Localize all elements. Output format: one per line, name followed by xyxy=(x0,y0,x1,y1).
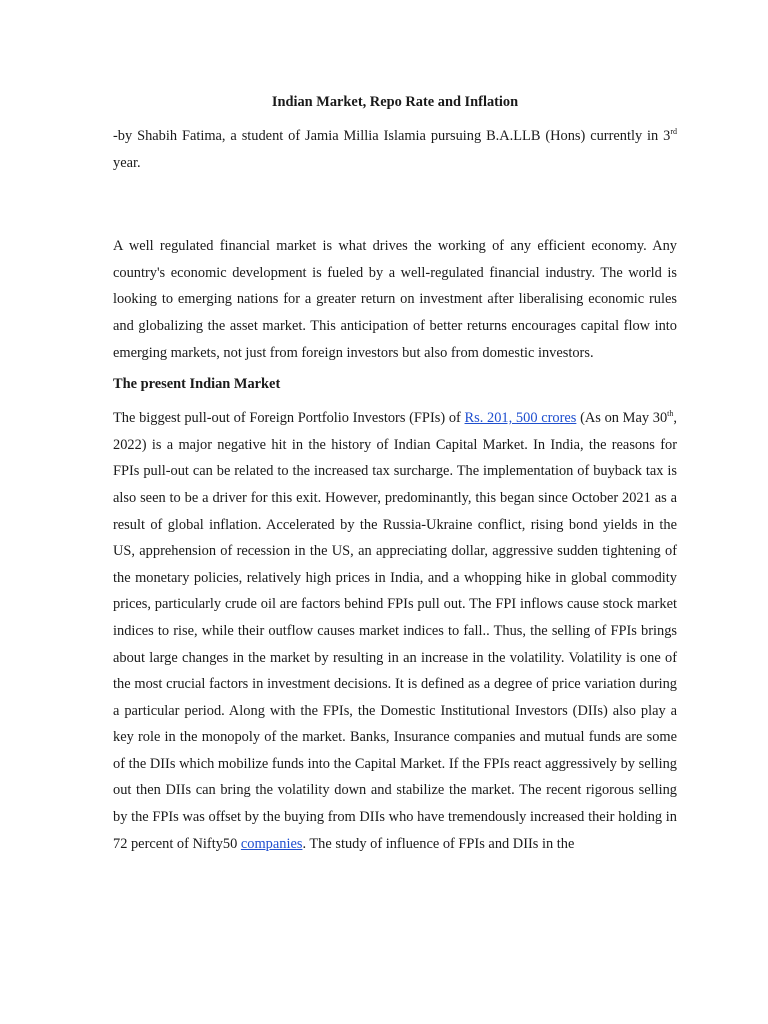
body-text-1: The biggest pull-out of Foreign Portfolio Investors (FPIs) of xyxy=(113,410,465,427)
byline-ordinal-suffix: rd xyxy=(670,127,677,136)
document-body xyxy=(113,92,677,857)
date-ordinal-suffix: th xyxy=(667,409,674,419)
section-heading: The present Indian Market xyxy=(113,376,281,393)
byline-text-end: year. xyxy=(113,154,141,171)
body-paragraph xyxy=(113,405,677,857)
companies-link[interactable]: companies xyxy=(240,835,303,852)
body-text-3: , 2022) is a major negative hit in the history of Indian Capital Market. In India, the reasons for FPIs pull-out can be related to the increased tax surcharge. The implementation of buyback tax is also seen to be a driver for this exit. However, predominantly, this began since October 2021 as a result of global inflation. Accelerated by the Russia-Ukraine conflict, rising bond yields in the US, apprehension of recession in the US, an appreciating dollar, aggressive sudden tightening of the monetary policies, relatively high prices in India, and a whopping hike in global commodity prices, particularly crude oil are factors behind FPIs pull out. The FPI inflows cause stock market indices to rise, while their outflow causes market indices to fall.. Thus, the selling of FPIs brings about large changes in the market by resulting in an increase in the volatility. Volatility is one of the most crucial factors in investment decisions. It is defined as a degree of price variation during a particular period. Along with the FPIs, the Domestic Institutional Investors (DIIs) also play a key role in the monopoly of the market. Banks, Insurance companies and mutual funds are some of the DIIs which mobilize funds into the Capital Market. If the FPIs react aggressively by selling out then DIIs can bring the volatility down and stabilize the market. The recent rigorous selling by the FPIs was offset by the buying from DIIs who have tremendously increased their holding in 72 percent of Nifty50 xyxy=(113,410,677,852)
intro-paragraph: A well regulated financial market is what drives the working of any efficient economy. Any country's economic development is fueled by a well-regulated financial industry. The world is looking to emerging nations for a greater return on investment after liberalising economic rules and globalizing the asset market. This anticipation of better returns encourages capital flow into emerging markets, not just from foreign investors but also from domestic investors. xyxy=(113,238,677,361)
body-text-2: (As on May 30 xyxy=(576,410,668,427)
fpi-outflow-link[interactable]: Rs. 201, 500 crores xyxy=(464,410,577,427)
body-text-4: . The study of influence of FPIs and DIIs in the xyxy=(302,835,575,852)
document-title: Indian Market, Repo Rate and Inflation xyxy=(271,94,519,110)
byline-text: -by Shabih Fatima, a student of Jamia Millia Islamia pursuing B.A.LLB (Hons) currently in 3 xyxy=(113,128,671,144)
byline xyxy=(113,123,677,176)
